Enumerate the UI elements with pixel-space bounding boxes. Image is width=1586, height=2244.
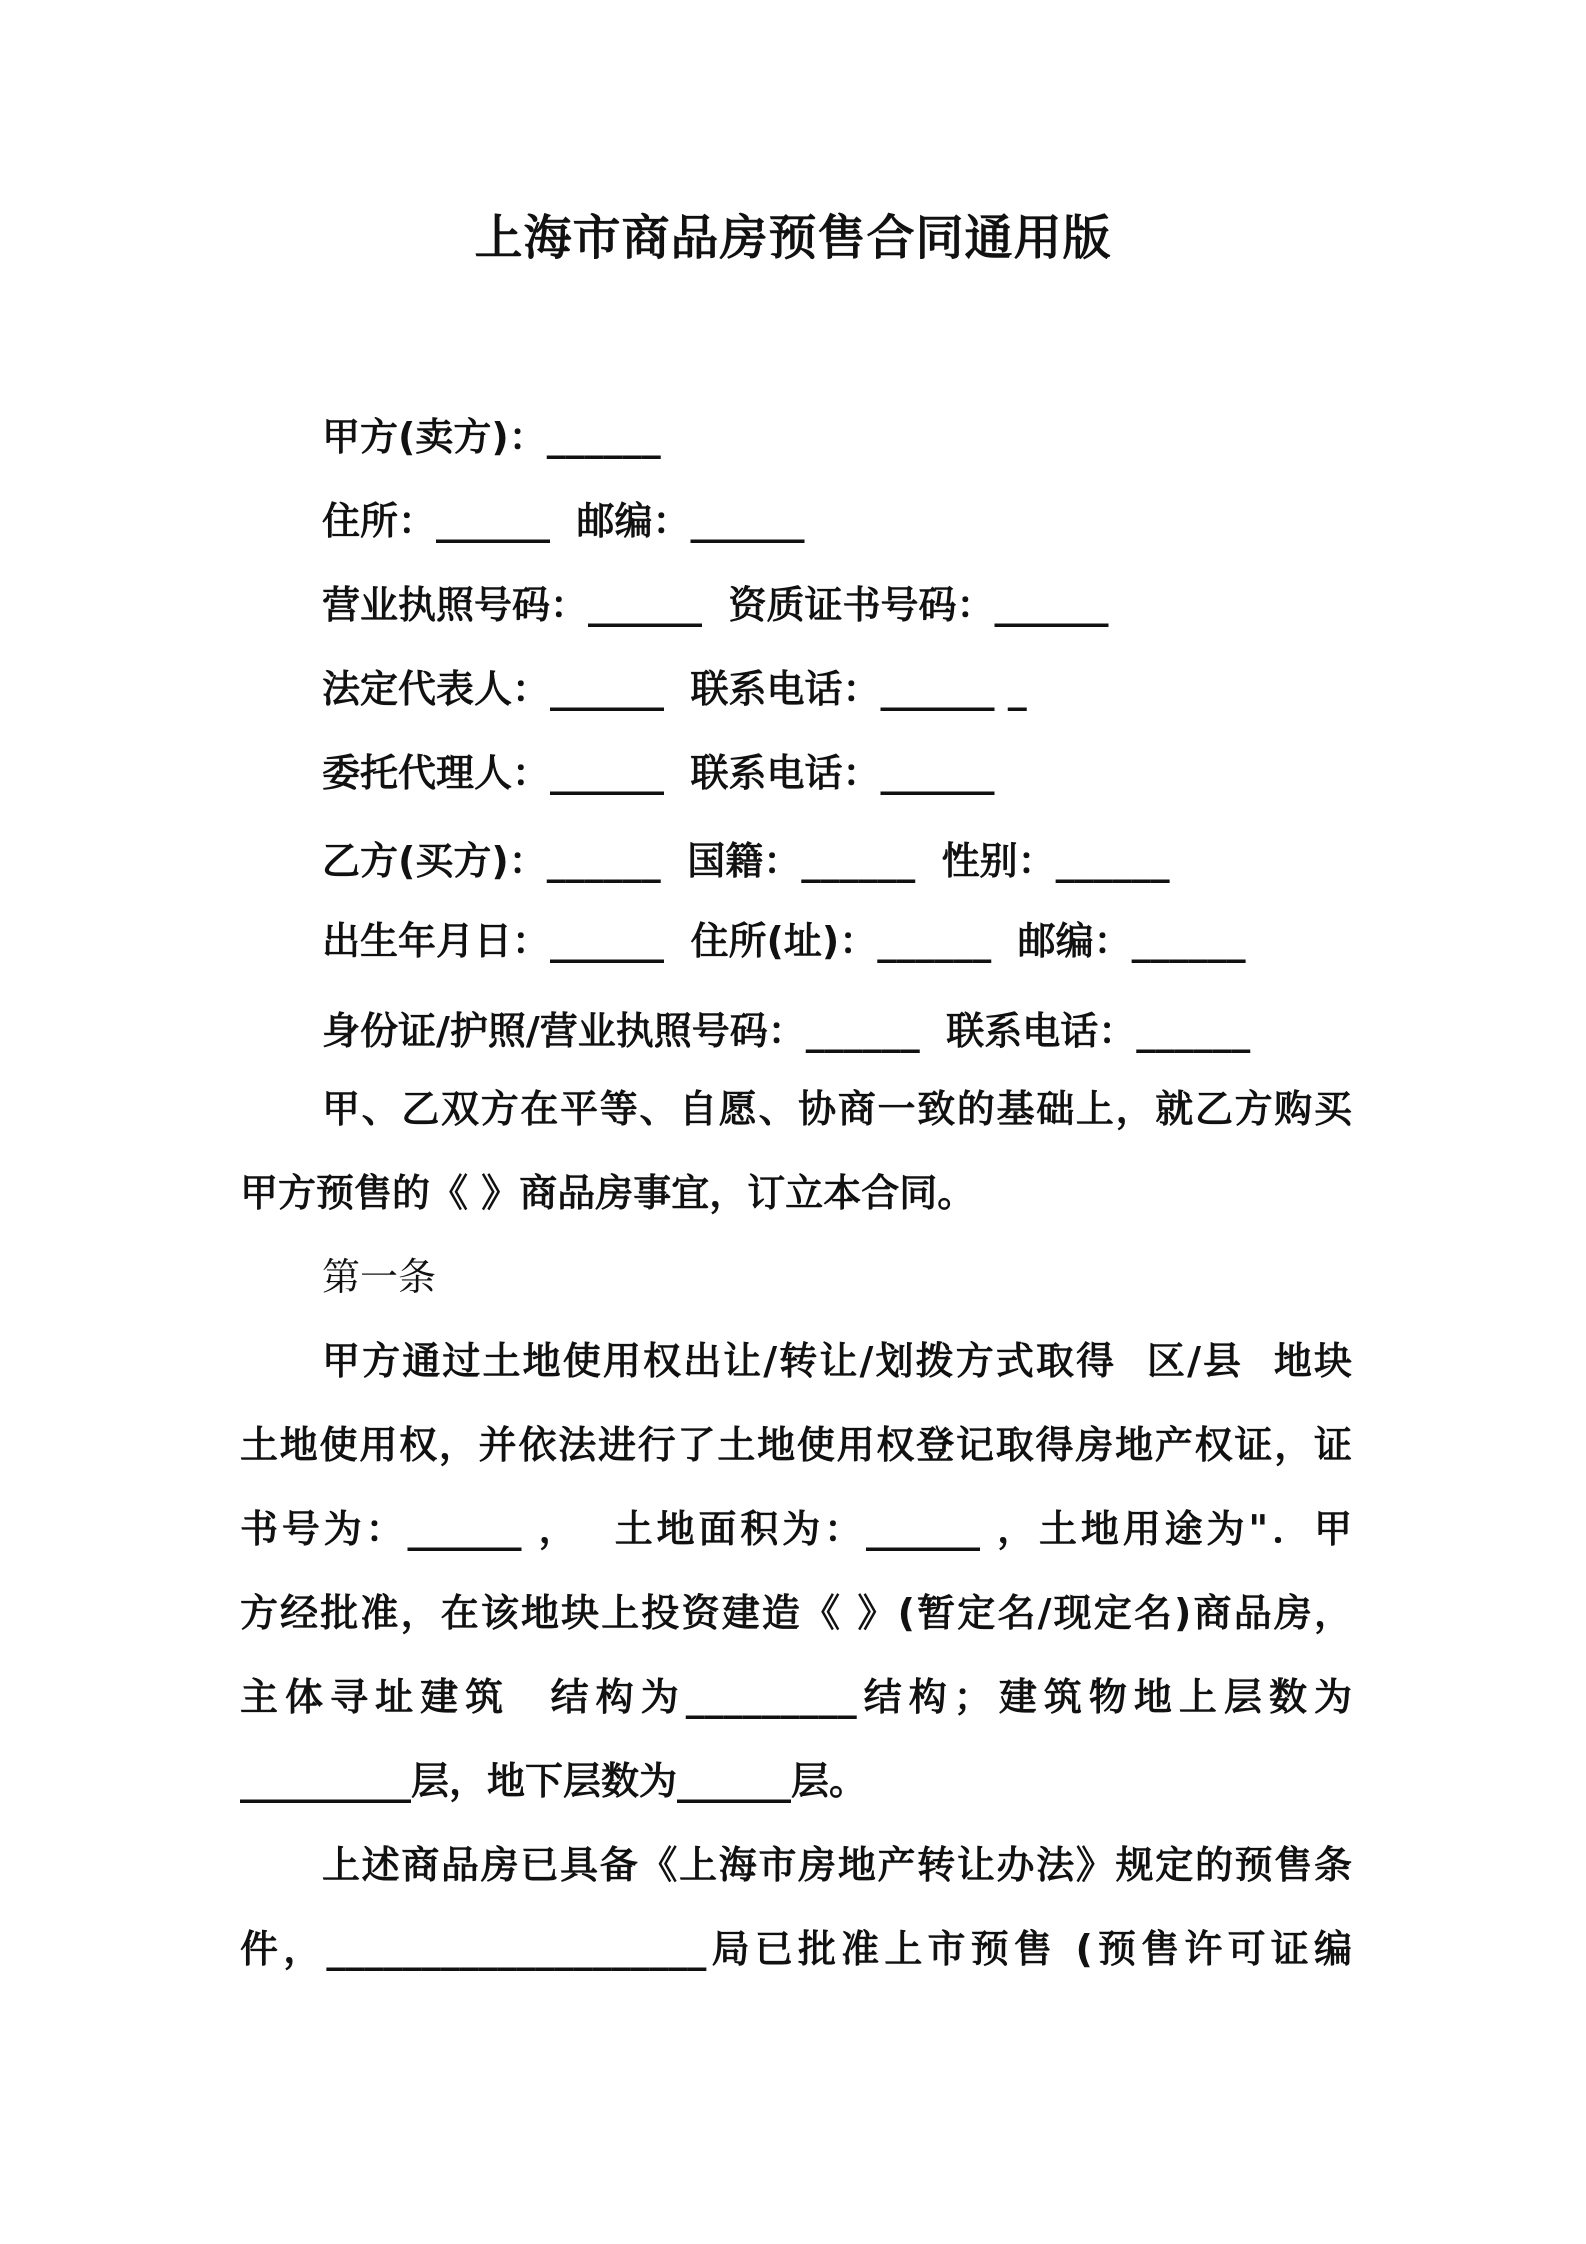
- article-paragraph-line: 土地使用权，并依法进行了土地使用权登记取得房地产权证，证: [240, 1423, 1352, 1467]
- article-heading: 第一条: [322, 1255, 437, 1299]
- preamble-line: 甲、乙双方在平等、自愿、协商一致的基础上，就乙方购买: [322, 1087, 1352, 1131]
- article-paragraph-line: 方经批准，在该地块上投资建造《 》(暂定名/现定名)商品房，: [240, 1591, 1352, 1635]
- buyer-birth-address-line: 出生年月日：______ 住所(址)：______ 邮编：______: [322, 919, 1246, 963]
- buyer-id-line: 身份证/护照/营业执照号码：______ 联系电话：______: [322, 1009, 1251, 1053]
- seller-name-line: 甲方(卖方)：______: [322, 415, 661, 459]
- article-paragraph-line: 书号为：______ ， 土地面积为：______ ，土地用途为"．甲: [240, 1507, 1352, 1551]
- article-paragraph-line: 甲方通过土地使用权出让/转让/划拨方式取得 区/县 地块: [322, 1339, 1352, 1383]
- article-paragraph-line: 主体寻址建筑 结构为_________结构；建筑物地上层数为: [240, 1675, 1352, 1719]
- seller-legal-rep-line: 法定代表人：______ 联系电话：______ _: [322, 667, 1027, 711]
- article-paragraph-line: 上述商品房已具备《上海市房地产转让办法》规定的预售条: [322, 1843, 1352, 1887]
- seller-agent-line: 委托代理人：______ 联系电话：______: [322, 751, 995, 795]
- document-title: 上海市商品房预售合同通用版: [474, 210, 1112, 266]
- seller-address-line: 住所：______ 邮编：______: [322, 499, 805, 543]
- article-paragraph-line: 件，____________________局已批准上市预售 (预售许可证编: [240, 1927, 1352, 1971]
- preamble-line: 甲方预售的《 》商品房事宜，订立本合同。: [240, 1171, 976, 1215]
- buyer-name-line: 乙方(买方)：______ 国籍：______ 性别：______: [322, 839, 1170, 883]
- seller-license-line: 营业执照号码：______ 资质证书号码：______: [322, 583, 1109, 627]
- article-paragraph-line: _________层，地下层数为______层。: [240, 1759, 868, 1803]
